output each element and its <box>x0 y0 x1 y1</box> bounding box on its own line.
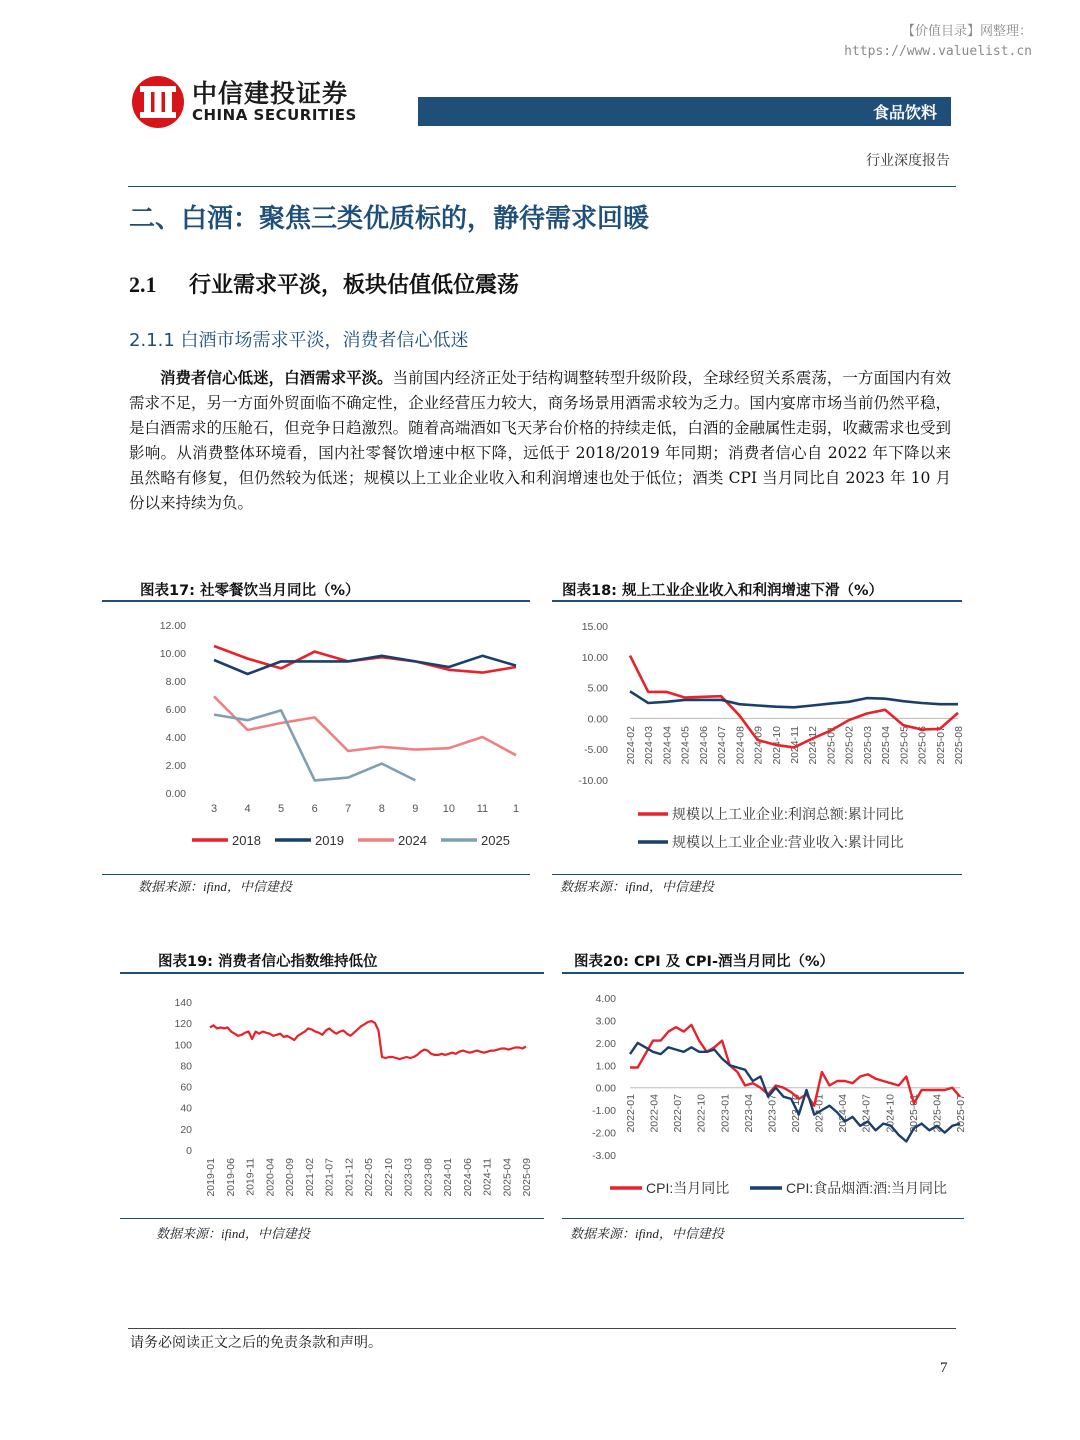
x-tick-label: 2019-06 <box>224 1158 237 1197</box>
fig20-title: 图表20: CPI 及 CPI-酒当月同比（%） <box>574 954 834 970</box>
x-tick-label: 2023-10 <box>790 1094 802 1133</box>
x-tick-label: 2024-07 <box>716 726 729 765</box>
x-tick-label: 2024-06 <box>461 1158 474 1197</box>
fig17-source: 数据来源：ifind，中信建投 <box>138 879 292 894</box>
x-tick-label: 2022-04 <box>648 1094 661 1133</box>
y-tick-label: 0.00 <box>165 788 186 800</box>
x-tick-label: 2025-06 <box>916 726 929 765</box>
x-tick-label: 2025-03 <box>861 726 874 765</box>
x-tick-label: 2020-09 <box>284 1158 296 1197</box>
x-tick-label: 3 <box>210 803 218 815</box>
y-tick-label: 0.00 <box>595 1082 616 1095</box>
x-tick-label: 10 <box>442 803 456 815</box>
x-tick-label: 6 <box>311 803 318 815</box>
x-tick-label: 2024-12 <box>807 726 820 765</box>
fig20-source: 数据来源：ifind，中信建投 <box>570 1226 724 1241</box>
y-tick-label: 12.00 <box>159 620 186 632</box>
y-tick-label: 100 <box>174 1039 192 1052</box>
footer-divider <box>128 1328 956 1329</box>
legend-label-3: 2024 <box>398 833 427 848</box>
subsection-title: 行业需求平淡，板块估值低位震荡 <box>189 273 520 298</box>
logo-english-name: CHINA SECURITIES <box>192 106 357 124</box>
x-tick-label: 2024-11 <box>789 726 801 764</box>
x-tick-label: 2025-05 <box>898 726 911 765</box>
fig17-top-rule <box>102 600 530 602</box>
y-tick-label: 1.00 <box>595 1060 616 1073</box>
y-tick-label: 20 <box>180 1123 192 1136</box>
y-tick-label: 140 <box>174 997 192 1009</box>
citic-logo-icon <box>130 74 186 130</box>
watermark <box>844 22 1032 62</box>
fig19-bottom-rule <box>120 1218 544 1219</box>
y-tick-label: 120 <box>174 1018 192 1031</box>
y-tick-label: -3.00 <box>592 1150 616 1162</box>
x-tick-label: 2025-09 <box>521 1158 533 1197</box>
x-tick-label: 2021-07 <box>323 1158 336 1197</box>
x-tick-label: 2020-04 <box>264 1158 277 1197</box>
y-tick-label: -2.00 <box>592 1127 616 1140</box>
x-tick-label: 2024-11 <box>481 1158 494 1196</box>
x-tick-label: 1 <box>512 803 520 815</box>
x-tick-label: 7 <box>345 803 352 815</box>
company-logo <box>130 72 360 132</box>
y-tick-label: 80 <box>180 1060 192 1073</box>
x-tick-label: 2025-04 <box>880 726 893 765</box>
y-tick-label: -10.00 <box>578 775 608 787</box>
x-tick-label: 2019-11 <box>244 1158 257 1196</box>
fig20-bottom-rule <box>562 1218 964 1219</box>
fig18-title: 图表18: 规上工业企业收入和利润增速下滑（%） <box>562 583 884 599</box>
y-tick-label: 10.00 <box>159 648 186 660</box>
x-tick-label: 4 <box>244 803 251 815</box>
series-line-2 <box>630 691 958 707</box>
header-divider <box>128 186 956 187</box>
y-tick-label: 10.00 <box>581 651 608 664</box>
fig17-chart <box>102 604 532 872</box>
x-tick-label: 2022-10 <box>695 1094 708 1133</box>
x-tick-label: 2024-02 <box>625 726 637 765</box>
watermark-line2: https://www.valuelist.cn <box>844 44 1032 59</box>
legend-label-2: 规模以上工业企业:营业收入:累计同比 <box>672 834 904 850</box>
fig17-title: 图表17: 社零餐饮当月同比（%） <box>140 583 360 599</box>
logo-chinese-name: 中信建投证券 <box>192 79 349 108</box>
y-tick-label: -5.00 <box>584 744 608 757</box>
x-tick-label: 2025-07 <box>955 1094 967 1133</box>
x-tick-label: 2023-03 <box>402 1158 415 1197</box>
fig18-source: 数据来源：ifind，中信建投 <box>560 879 714 894</box>
body-paragraph <box>129 365 951 516</box>
y-tick-label: 5.00 <box>587 682 608 695</box>
x-tick-label: 2022-10 <box>382 1158 395 1197</box>
fig19-source: 数据来源：ifind，中信建投 <box>156 1226 310 1241</box>
x-tick-label: 2024-04 <box>837 1094 850 1133</box>
page-number: 7 <box>940 1360 948 1376</box>
fig18-chart <box>552 604 965 872</box>
fig19-top-rule <box>120 972 544 974</box>
x-tick-label: 2024-08 <box>734 726 747 765</box>
x-tick-label: 2024-03 <box>643 726 656 765</box>
y-tick-label: 60 <box>180 1081 192 1094</box>
section-heading: 二、白酒：聚焦三类优质标的，静待需求回暖 <box>129 204 650 234</box>
x-tick-label: 2024-05 <box>679 726 692 765</box>
x-tick-label: 11 <box>476 803 489 815</box>
x-tick-label: 2025-01 <box>907 1094 920 1133</box>
fig20-top-rule <box>562 972 964 974</box>
x-tick-label: 2024-01 <box>813 1094 826 1133</box>
x-tick-label: 2025-01 <box>825 726 838 765</box>
fig19-chart <box>120 976 546 1214</box>
y-tick-label: 40 <box>180 1102 192 1115</box>
series-line-1 <box>210 1021 526 1059</box>
x-tick-label: 2024-06 <box>697 726 710 765</box>
watermark-line1: 【价值目录】网整理： <box>901 24 1032 39</box>
y-tick-label: 0 <box>186 1145 192 1157</box>
y-tick-label: 2.00 <box>595 1037 616 1050</box>
x-tick-label: 2024-01 <box>442 1158 454 1197</box>
x-tick-label: 2023-04 <box>742 1094 755 1133</box>
y-tick-label: 2.00 <box>165 760 186 772</box>
series-line-3 <box>214 696 516 755</box>
x-tick-label: 2022-07 <box>672 1094 685 1133</box>
x-tick-label: 2025-07 <box>934 726 947 765</box>
x-tick-label: 2025-08 <box>953 726 965 765</box>
x-tick-label: 2021-12 <box>343 1158 356 1197</box>
disclaimer: 请务必阅读正文之后的免责条款和声明。 <box>130 1335 382 1351</box>
fig19-title: 图表19: 消费者信心指数维持低位 <box>158 954 378 970</box>
subsubsection-heading: 2.1.1 白酒市场需求平淡，消费者信心低迷 <box>129 330 469 351</box>
x-tick-label: 2024-07 <box>860 1094 873 1133</box>
y-tick-label: 6.00 <box>165 704 186 716</box>
x-tick-label: 8 <box>378 803 385 815</box>
x-tick-label: 2022-05 <box>363 1158 375 1197</box>
x-tick-label: 2023-08 <box>422 1158 435 1197</box>
y-tick-label: 8.00 <box>165 676 186 688</box>
fig18-bottom-rule <box>552 874 962 875</box>
y-tick-label: 4.00 <box>165 732 186 744</box>
subsection-number: 2.1 <box>129 272 157 297</box>
x-tick-label: 2024-10 <box>884 1094 897 1133</box>
x-tick-label: 2023-01 <box>719 1094 732 1133</box>
y-tick-label: 15.00 <box>581 621 608 633</box>
x-tick-label: 2023-07 <box>766 1094 779 1133</box>
subsection-heading <box>129 268 519 299</box>
fig17-bottom-rule <box>102 874 530 875</box>
x-tick-label: 2019-01 <box>205 1158 217 1197</box>
y-tick-label: 4.00 <box>595 993 616 1005</box>
sector-band <box>418 97 951 126</box>
report-type: 行业深度报告 <box>866 153 950 169</box>
legend-label-2: CPI:食品烟酒:酒:当月同比 <box>786 1180 948 1196</box>
paragraph-lead: 消费者信心低迷，白酒需求平淡。 <box>160 368 393 387</box>
x-tick-label: 2022-01 <box>625 1094 637 1133</box>
fig18-top-rule <box>552 600 962 602</box>
x-tick-label: 2025-02 <box>843 726 856 765</box>
legend-label-2: 2019 <box>315 833 344 848</box>
y-tick-label: 0.00 <box>587 713 608 726</box>
y-tick-label: -1.00 <box>592 1105 616 1118</box>
x-tick-label: 9 <box>412 803 419 815</box>
series-line-1 <box>630 1025 960 1106</box>
x-tick-label: 2024-09 <box>752 726 765 765</box>
legend-label-1: 规模以上工业企业:利润总额:累计同比 <box>672 806 904 822</box>
x-tick-label: 5 <box>278 803 285 815</box>
x-tick-label: 2025-04 <box>501 1158 514 1197</box>
legend-label-1: 2018 <box>232 833 261 848</box>
paragraph-body: 当前国内经济正处于结构调整转型升级阶段，全球经贸关系震荡，一方面国内有效需求不足，另一方面外贸面临不确定性，企业经营压力较大，商务场景用酒需求较为乏力。国内宴席市场当前仍然平稳，是白酒需求的压舱石，但竞争日趋激烈。随着高端酒如飞天茅台价格的持续走低，白酒的金融属性走弱，收藏需求也受到影响。从消费整体环境看，国内社零餐饮增速中枢下降，远低于 2018/2019 年同期；消费者信心自 2022 年下降以来虽然略有修复，但仍然较为低迷；规模以上工业企业收入和利润增速也处于低位；酒类 CPI 当月同比自 2023 年 10 月份以来持续为负。 <box>129 369 951 512</box>
series-line-4 <box>214 710 415 780</box>
x-tick-label: 2024-10 <box>770 726 783 765</box>
x-tick-label: 2024-04 <box>661 726 674 765</box>
y-tick-label: 3.00 <box>595 1015 616 1028</box>
x-tick-label: 2025-04 <box>931 1094 944 1133</box>
sector-label: 食品饮料 <box>872 103 937 122</box>
legend-label-1: CPI:当月同比 <box>646 1180 730 1196</box>
fig20-chart <box>562 976 966 1214</box>
x-tick-label: 2021-02 <box>303 1158 316 1197</box>
legend-label-4: 2025 <box>481 833 510 848</box>
